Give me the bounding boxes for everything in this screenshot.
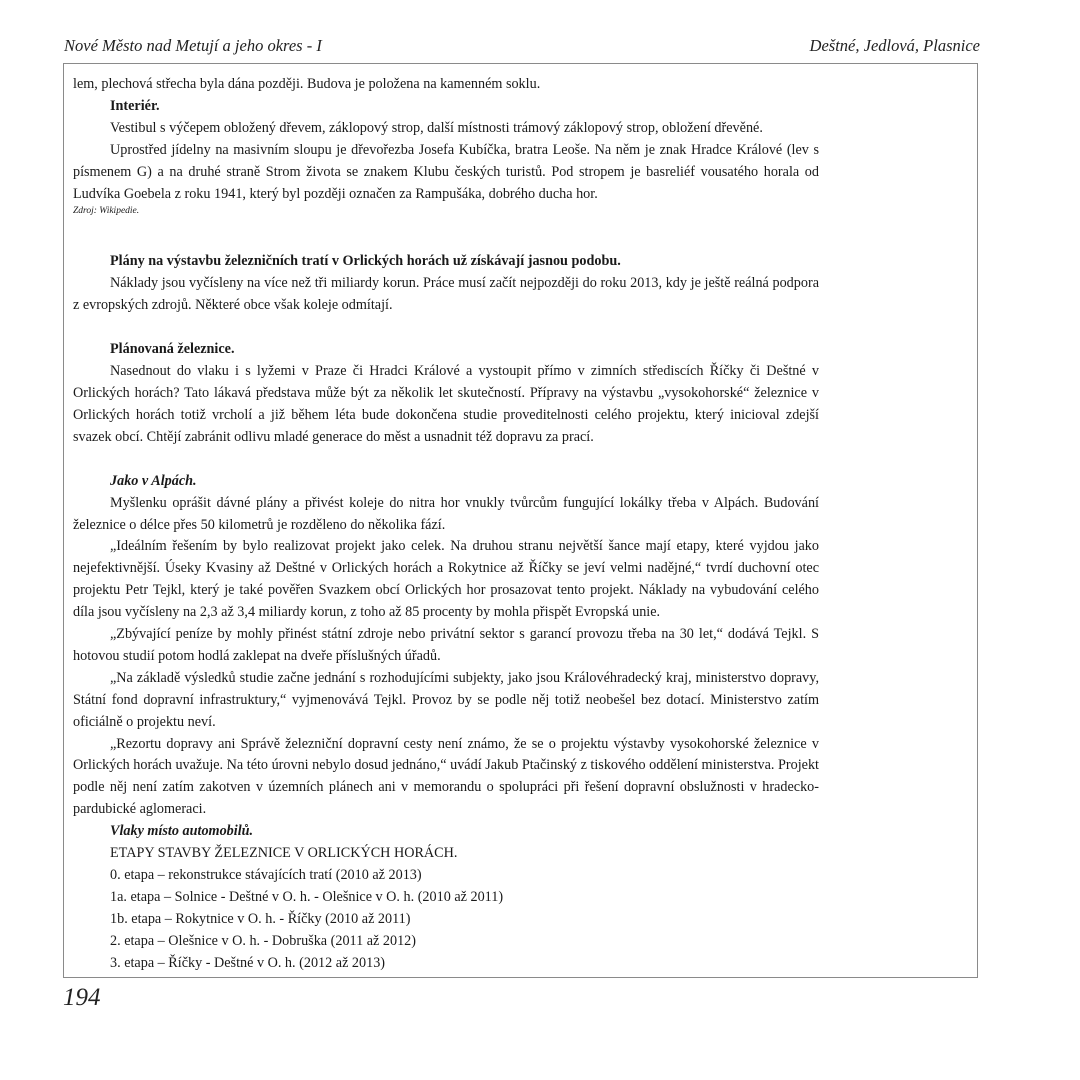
paragraph: Nasednout do vlaku i s lyžemi v Praze či Hradci Králové a vystoupit přímo v zimních střediscích Říčky či Deštné v Orlických horách? Tato lákavá představa může být za několik let skutečností. Přípravy na výstavbu „vysokohorské“ železnice v Orlických horách totiž vrcholí a již během léta bude dokončena studie proveditelnosti celého projektu, který inicioval zdejší svazek obcí. Chtějí zabránit odlivu mladé generace do měst a usnadnit též dopravu za prací. (73, 363, 819, 445)
paragraph: „Ideálním řešením by bylo realizovat projekt jako celek. Na druhou stranu největší šance mají etapy, které vyjdou jako nejefektivnější. Úseky Kvasiny až Deštné v Orlických horách a Rokytnice až Říčky se jeví velmi nadějné,“ tvrdí duchovní otec projektu Petr Tejkl, který je také pověřen Svazkem obcí Orlických hor prosazovat tento projekt. Náklady na vybudování celého díla jsou vyčísleny na 2,3 až 3,4 miliardy korun, z toho až 85 procenty by mohla přispět Evropská unie. (73, 538, 819, 621)
paragraph: „Rezortu dopravy ani Správě železniční dopravní cesty není známo, že se o projektu výstavby vysokohorské železnice v Orlických horách uvažuje. Na této úrovni nebylo dosud jednáno,“ uvádí Jakub Ptačinský z tiskového oddělení ministerstva. Projekt podle něj není zatím zakotven v územních plánech ani v memorandu o spolupráci při řešení dopravní obslužnosti v hradecko-pardubické aglomeraci. (73, 735, 819, 818)
section-heading: Plány na výstavbu železničních tratí v Orlických horách už získávají jasnou podobu. (110, 253, 621, 270)
paragraph: „Zbývající peníze by mohly přinést státní zdroje nebo privátní sektor s garancí provozu třeba na 30 let,“ dodává Tejkl. S hotovou studií potom hodlá zaklepat na dveře příslušných úřadů. (73, 626, 819, 664)
paragraph: „Na základě výsledků studie začne jednání s rozhodujícími subjekty, jako jsou Královéhradecký kraj, ministerstvo dopravy, Státní fond dopravní infrastruktury,“ vyjmenovává Tejkl. Provoz by se podle něj totiž neobešel bez dotací. Ministerstvo zatím oficiálně o projektu neví. (73, 669, 819, 730)
stage-item: 1b. etapa – Rokytnice v O. h. - Říčky (2010 až 2011) (110, 910, 411, 927)
paragraph: lem, plechová střecha byla dána později. Budova je položena na kamenném soklu. (73, 76, 541, 92)
stage-item: 2. etapa – Olešnice v O. h. - Dobruška (2011 až 2012) (110, 932, 416, 949)
section-heading: Vlaky místo automobilů. (110, 823, 254, 840)
section-heading: Plánovaná železnice. (110, 341, 235, 358)
paragraph: Vestibul s výčepem obložený dřevem, záklopový strop, další místnosti trámový záklopový strop, obložení dřevěné. (110, 119, 763, 136)
paragraph: Uprostřed jídelny na masivním sloupu je dřevořezba Josefa Kubíčka, bratra Leoše. Na něm je znak Hradce Králové (lev s písmenem G) a na druhé straně Strom života se znakem Klubu českých turistů. Pod stropem je basreliéf vousatého horala od Ludvíka Goebela z roku 1941, který byl později označen za Rampušáka, dobrého ducha hor. (73, 141, 819, 202)
spacer (73, 218, 819, 251)
spacer (73, 317, 819, 339)
section-heading: Interiér. (110, 97, 160, 114)
stage-item: 3. etapa – Říčky - Deštné v O. h. (2012 až 2013) (110, 954, 386, 971)
spacer (73, 449, 819, 471)
page-number: 194 (63, 984, 101, 1011)
section-heading: Jako v Alpách. (110, 472, 197, 489)
source-note: Zdroj: Wikipedie. (73, 206, 140, 217)
paragraph: Náklady jsou vyčísleny na více než tři miliardy korun. Práce musí začít nejpozději do roku 2013, kdy je ještě reálná podpora z evropských zdrojů. Některé obce však koleje odmítají. (73, 275, 819, 314)
header-book-title: Nové Město nad Metují a jeho okres - I (64, 36, 322, 55)
stage-item: 1a. etapa – Solnice - Deštné v O. h. - Olešnice v O. h. (2010 až 2011) (110, 888, 504, 905)
stage-item: 0. etapa – rekonstrukce stávajících tratí (2010 až 2013) (110, 867, 422, 883)
article-body (73, 74, 819, 975)
running-header (64, 36, 980, 58)
paragraph: Myšlenku oprášit dávné plány a přivést koleje do nitra hor vnukly tvůrcům fungující lokálky třeba v Alpách. Budování železnice o délce přes 50 kilometrů je rozděleno do několika fází. (73, 494, 819, 533)
stages-title: ETAPY STAVBY ŽELEZNICE V ORLICKÝCH HORÁCH. (110, 845, 458, 862)
header-chapter-title: Deštné, Jedlová, Plasnice (809, 36, 980, 55)
